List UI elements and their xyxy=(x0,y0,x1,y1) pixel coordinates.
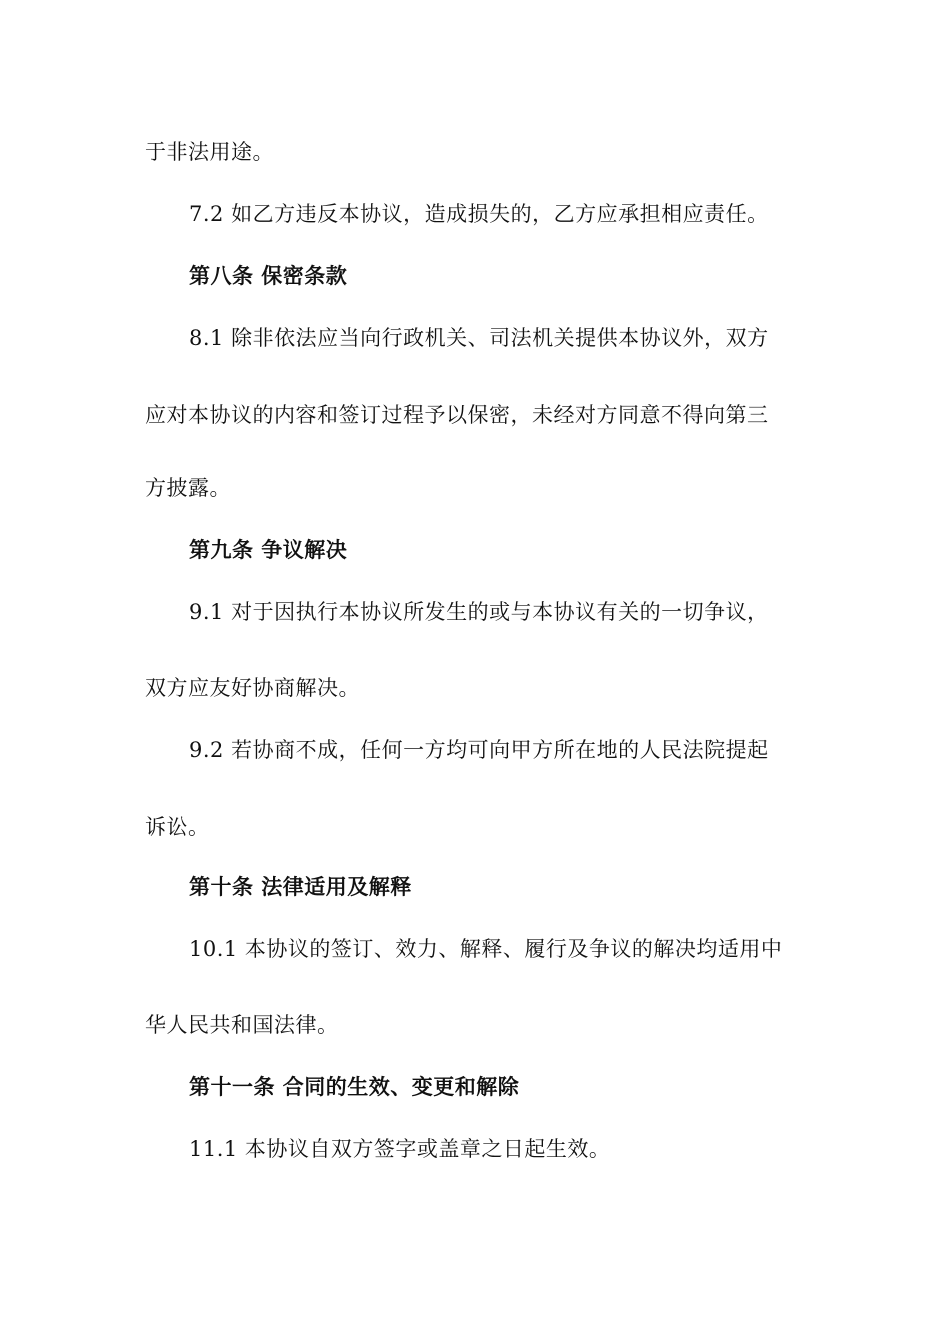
paragraph-line: 应对本协议的内容和签订过程予以保密，未经对方同意不得向第三 xyxy=(145,403,769,427)
article-11-heading: 第十一条 合同的生效、变更和解除 xyxy=(189,1075,520,1099)
paragraph-line: 于非法用途。 xyxy=(145,140,274,164)
paragraph-line: 双方应友好协商解决。 xyxy=(145,676,360,700)
clause-11-1: 11.1 本协议自双方签字或盖章之日起生效。 xyxy=(189,1137,611,1161)
clause-7-2: 7.2 如乙方违反本协议，造成损失的，乙方应承担相应责任。 xyxy=(189,202,769,226)
article-8-heading: 第八条 保密条款 xyxy=(189,264,348,288)
clause-10-1: 10.1 本协议的签订、效力、解释、履行及争议的解决均适用中 xyxy=(189,937,783,961)
paragraph-line: 诉讼。 xyxy=(145,815,210,839)
paragraph-line: 方披露。 xyxy=(145,476,231,500)
paragraph-line: 华人民共和国法律。 xyxy=(145,1013,339,1037)
article-10-heading: 第十条 法律适用及解释 xyxy=(189,875,412,899)
clause-9-2: 9.2 若协商不成，任何一方均可向甲方所在地的人民法院提起 xyxy=(189,738,769,762)
clause-8-1: 8.1 除非依法应当向行政机关、司法机关提供本协议外，双方 xyxy=(189,326,769,350)
article-9-heading: 第九条 争议解决 xyxy=(189,538,348,562)
clause-9-1: 9.1 对于因执行本协议所发生的或与本协议有关的一切争议， xyxy=(189,600,769,624)
